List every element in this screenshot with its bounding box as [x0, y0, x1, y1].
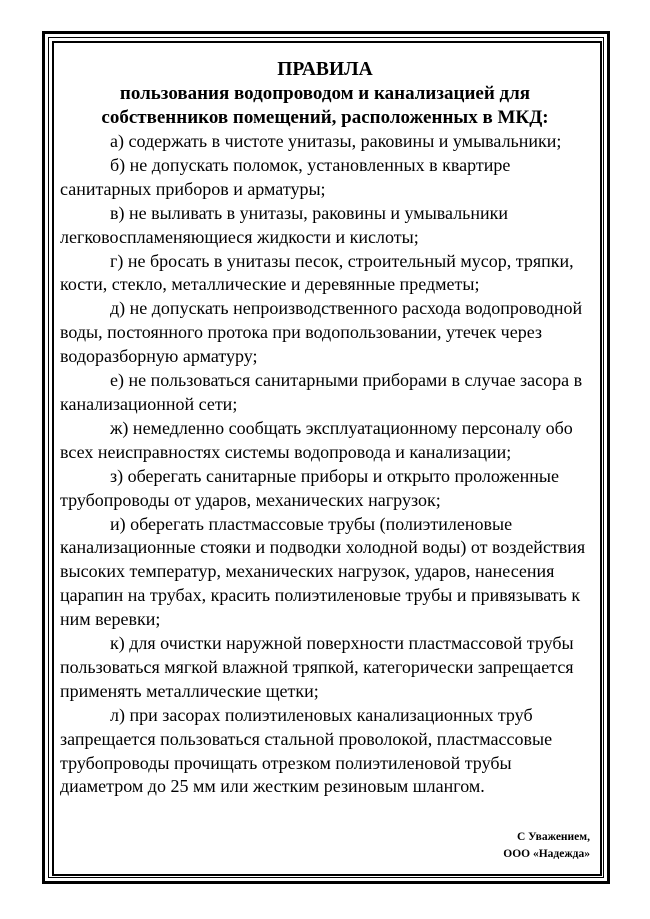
signature-greeting: С Уважением, [517, 831, 590, 843]
signature-block [503, 829, 590, 863]
rule-b: б) не допускать поломок, установленных в квартире санитарных приборов и арматуры; [60, 154, 511, 199]
rule-l: л) при засорах полиэтиленовых канализационных труб запрещается пользоваться стальной проволокой, пластмассовые трубопроводы прочищать отрезком полиэтиленовой трубы диаметром до 25 мм или жестким резиновым шлангом. [60, 704, 553, 797]
document-subtitle-line-2: собственников помещений, расположенных в МКД: [101, 107, 549, 128]
rule-d: д) не допускать непроизводственного расхода водопроводной воды, постоянного протока при водопользовании, утечек через водоразборную арматуру; [60, 298, 583, 367]
rule-v: в) не выливать в унитазы, раковины и умывальники легковоспламеняющиеся жидкости и кислоты; [60, 202, 509, 247]
document-subtitle-line-1: пользования водопроводом и канализацией для [119, 83, 531, 104]
rule-g: г) не бросать в унитазы песок, строительный мусор, тряпки, кости, стекло, металлические и деревянные предметы; [60, 250, 574, 295]
document-title: ПРАВИЛА [277, 59, 373, 80]
document-body [60, 58, 590, 799]
rule-i: и) оберегать пластмассовые трубы (полиэтиленовые канализационные стояки и подводки холодной воды) от воздействия высоких температур, механических нагрузок, ударов, нанесения царапин на трубах, красить полиэтиленовые трубы и привязывать к ним веревки; [60, 513, 586, 630]
rule-k: к) для очистки наружной поверхности пластмассовой трубы пользоваться мягкой влажной тряпкой, категорически запрещается применять металлические щетки; [60, 633, 574, 701]
rule-e: е) не пользоваться санитарными приборами в случае засора в канализационной сети; [60, 370, 583, 414]
signature-company: ООО «Надежда» [503, 848, 590, 860]
rule-zh: ж) немедленно сообщать эксплуатационному персоналу обо всех неисправностях системы водопровода и канализации; [60, 417, 573, 462]
rule-a: а) содержать в чистоте унитазы, раковины и умывальники; [110, 131, 562, 151]
rule-z: з) оберегать санитарные приборы и открыто проложенные трубопроводы от ударов, механических нагрузок; [60, 465, 559, 510]
